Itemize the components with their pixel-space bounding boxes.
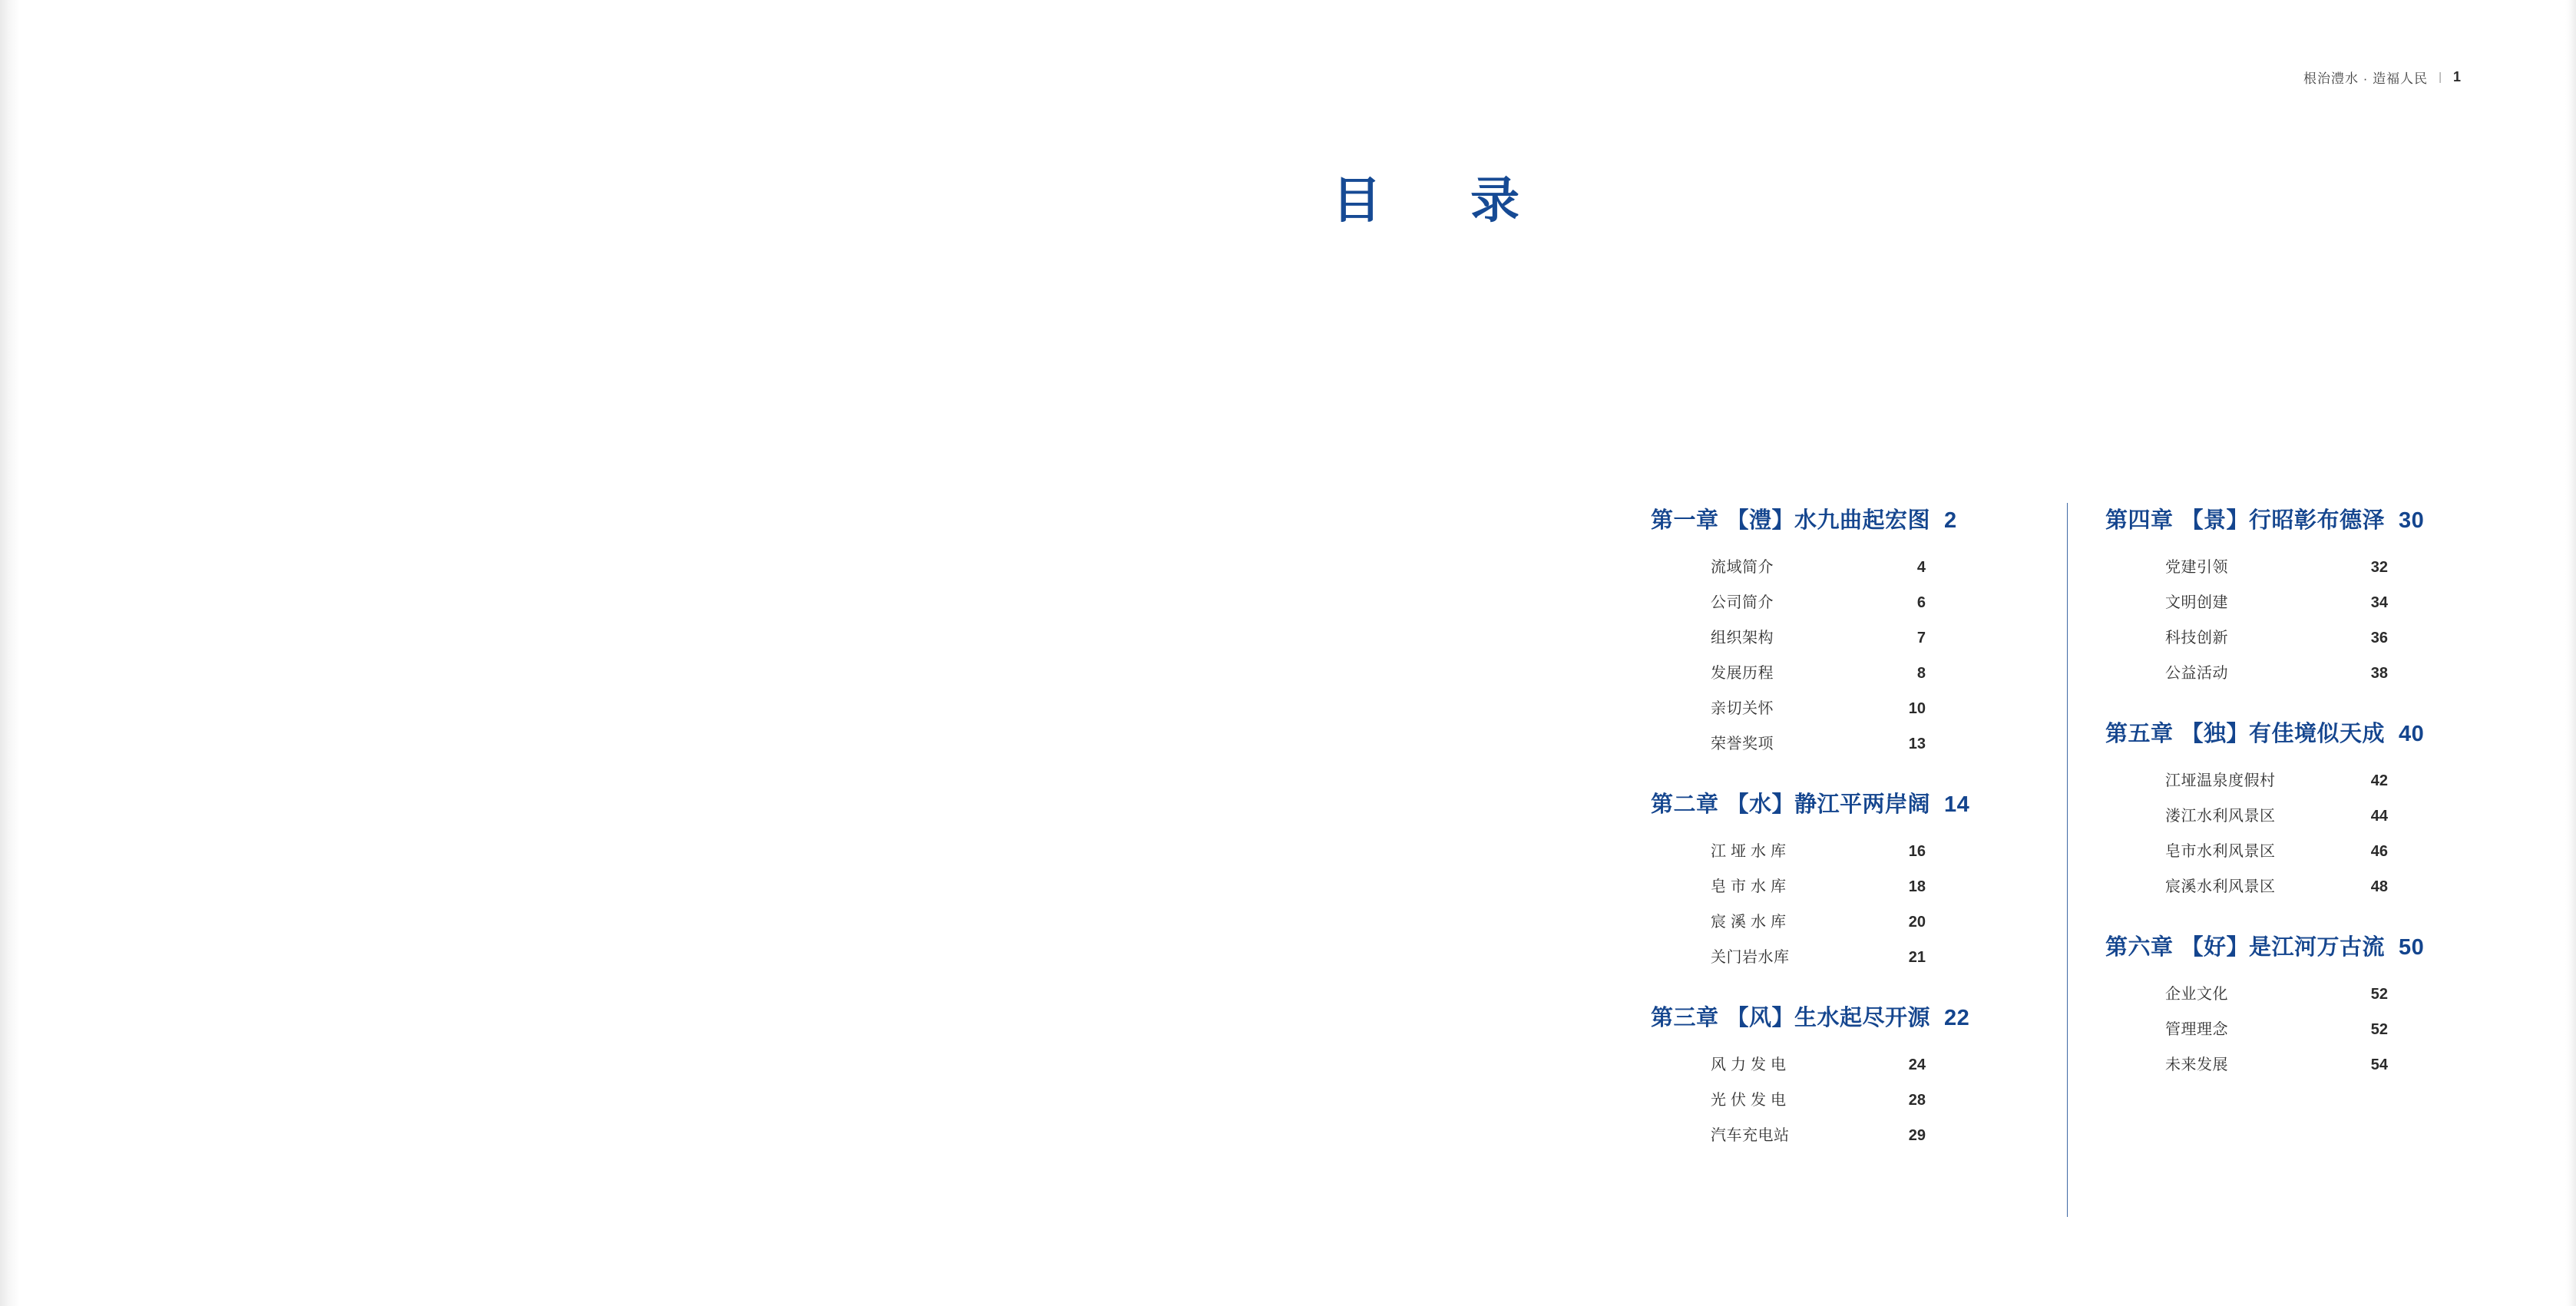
chapter-title: 【澧】水九曲起宏图 — [1726, 508, 1931, 533]
entry-label: 公益活动 — [2165, 665, 2228, 682]
entry-label: 流域简介 — [1711, 559, 1774, 576]
chapter-page: 22 — [1944, 1006, 1970, 1030]
toc-column-right — [2012, 503, 2466, 1145]
entry-label: 皂市水利风景区 — [2165, 843, 2276, 860]
list-item[interactable] — [1711, 731, 2012, 753]
entry-label: 管理理念 — [2165, 1021, 2228, 1038]
chapter-number: 第二章 — [1651, 792, 1719, 817]
entry-label: 亲切关怀 — [1711, 700, 1774, 717]
entry-label: 文明创建 — [2165, 594, 2228, 611]
entry-label: 汽车充电站 — [1711, 1127, 1790, 1144]
entry-page: 20 — [1908, 914, 1926, 931]
chapter-heading[interactable] — [1651, 787, 2012, 818]
chapter-page: 2 — [1944, 508, 1957, 533]
page-gutter-shadow-left — [0, 0, 20, 1306]
chapter-number: 第三章 — [1651, 1006, 1719, 1030]
list-item[interactable] — [2165, 803, 2466, 825]
entry-label: 光伏发电 — [1711, 1092, 1791, 1109]
chapter-block — [1651, 503, 2012, 753]
list-item[interactable] — [1711, 1122, 2012, 1145]
chapter-page: 30 — [2399, 508, 2425, 533]
entry-label: 公司简介 — [1711, 594, 1774, 611]
entry-label: 溇江水利风景区 — [2165, 808, 2276, 825]
chapter-number: 第五章 — [2105, 722, 2174, 746]
chapter-number: 第一章 — [1651, 508, 1719, 533]
list-item[interactable] — [2165, 768, 2466, 790]
chapter-page: 50 — [2399, 935, 2425, 960]
entry-page: 46 — [2370, 843, 2388, 860]
list-item[interactable] — [2165, 874, 2466, 896]
page-gutter-shadow-right — [2565, 0, 2576, 1306]
entry-page: 8 — [1916, 665, 1926, 682]
list-item[interactable] — [2165, 838, 2466, 861]
list-item[interactable] — [2165, 660, 2466, 683]
entry-page: 38 — [2370, 665, 2388, 682]
entry-label: 宸溪水利风景区 — [2165, 878, 2276, 895]
page-title: 目 录 — [1332, 173, 1539, 228]
entry-label: 党建引领 — [2165, 559, 2228, 576]
chapter-entries — [2105, 768, 2466, 896]
chapter-block — [1651, 787, 2012, 967]
chapter-entries — [1651, 838, 2012, 967]
entry-page: 6 — [1916, 594, 1926, 611]
list-item[interactable] — [2165, 981, 2466, 1003]
chapter-title: 【风】生水起尽开源 — [1726, 1006, 1931, 1030]
list-item[interactable] — [1711, 554, 2012, 577]
chapter-entries — [1651, 554, 2012, 753]
chapter-heading[interactable] — [1651, 503, 2012, 534]
chapter-block — [2105, 930, 2466, 1074]
chapter-block — [2105, 716, 2466, 896]
entry-label: 科技创新 — [2165, 630, 2228, 646]
running-header-separator: | — [2439, 71, 2442, 84]
entry-page: 21 — [1908, 949, 1926, 966]
entry-page: 54 — [2370, 1056, 2388, 1073]
running-header — [2303, 68, 2461, 87]
list-item[interactable] — [1711, 696, 2012, 718]
entry-page: 28 — [1908, 1092, 1926, 1109]
running-header-text: 根治澧水 · 造福人民 — [2303, 71, 2429, 86]
chapter-block — [1651, 1000, 2012, 1145]
list-item[interactable] — [1711, 909, 2012, 931]
entry-page: 13 — [1908, 736, 1926, 752]
entry-label: 未来发展 — [2165, 1056, 2228, 1073]
chapter-entries — [1651, 1052, 2012, 1145]
entry-page: 10 — [1908, 700, 1926, 717]
entry-page: 52 — [2370, 986, 2388, 1003]
chapter-title: 【水】静江平两岸阔 — [1726, 792, 1931, 817]
entry-label: 荣誉奖项 — [1711, 736, 1774, 752]
chapter-number: 第六章 — [2105, 935, 2174, 960]
list-item[interactable] — [1711, 590, 2012, 612]
chapter-title: 【景】行昭彰布德泽 — [2181, 508, 2386, 533]
list-item[interactable] — [1711, 874, 2012, 896]
entry-label: 企业文化 — [2165, 986, 2228, 1003]
entry-label: 风力发电 — [1711, 1056, 1791, 1073]
chapter-page: 14 — [1944, 792, 1970, 817]
list-item[interactable] — [2165, 590, 2466, 612]
entry-page: 32 — [2370, 559, 2388, 576]
chapter-number: 第四章 — [2105, 508, 2174, 533]
entry-page: 52 — [2370, 1021, 2388, 1038]
entry-page: 42 — [2370, 772, 2388, 789]
chapter-page: 40 — [2399, 722, 2425, 746]
entry-page: 36 — [2370, 630, 2388, 646]
entry-page: 34 — [2370, 594, 2388, 611]
chapter-heading[interactable] — [2105, 503, 2466, 534]
entry-label: 宸溪水库 — [1711, 914, 1791, 931]
chapter-entries — [2105, 554, 2466, 683]
entry-page: 7 — [1916, 630, 1926, 646]
entry-page: 29 — [1908, 1127, 1926, 1144]
entry-page: 18 — [1908, 878, 1926, 895]
chapter-heading[interactable] — [2105, 716, 2466, 748]
chapter-title: 【好】是江河万古流 — [2181, 935, 2386, 960]
chapter-title: 【独】有佳境似天成 — [2181, 722, 2386, 746]
entry-label: 皂市水库 — [1711, 878, 1791, 895]
table-of-contents — [1651, 503, 2495, 1145]
list-item[interactable] — [1711, 625, 2012, 647]
chapter-entries — [2105, 981, 2466, 1074]
entry-page: 48 — [2370, 878, 2388, 895]
list-item[interactable] — [2165, 1052, 2466, 1074]
list-item[interactable] — [2165, 625, 2466, 647]
list-item[interactable] — [1711, 660, 2012, 683]
chapter-heading[interactable] — [2105, 930, 2466, 961]
list-item[interactable] — [1711, 944, 2012, 967]
entry-page: 24 — [1908, 1056, 1926, 1073]
chapter-block — [2105, 503, 2466, 683]
page-number: 1 — [2452, 69, 2461, 84]
entry-page: 4 — [1916, 559, 1926, 576]
list-item[interactable] — [1711, 1087, 2012, 1109]
list-item[interactable] — [2165, 1017, 2466, 1039]
entry-label: 发展历程 — [1711, 665, 1774, 682]
list-item[interactable] — [1711, 838, 2012, 861]
chapter-heading[interactable] — [1651, 1000, 2012, 1032]
entry-page: 44 — [2370, 808, 2388, 825]
list-item[interactable] — [1711, 1052, 2012, 1074]
entry-label: 江垭水库 — [1711, 843, 1791, 860]
list-item[interactable] — [2165, 554, 2466, 577]
entry-label: 江垭温泉度假村 — [2165, 772, 2276, 789]
entry-label: 关门岩水库 — [1711, 949, 1790, 966]
entry-label: 组织架构 — [1711, 630, 1774, 646]
toc-column-left — [1651, 503, 2012, 1145]
entry-page: 16 — [1908, 843, 1926, 860]
